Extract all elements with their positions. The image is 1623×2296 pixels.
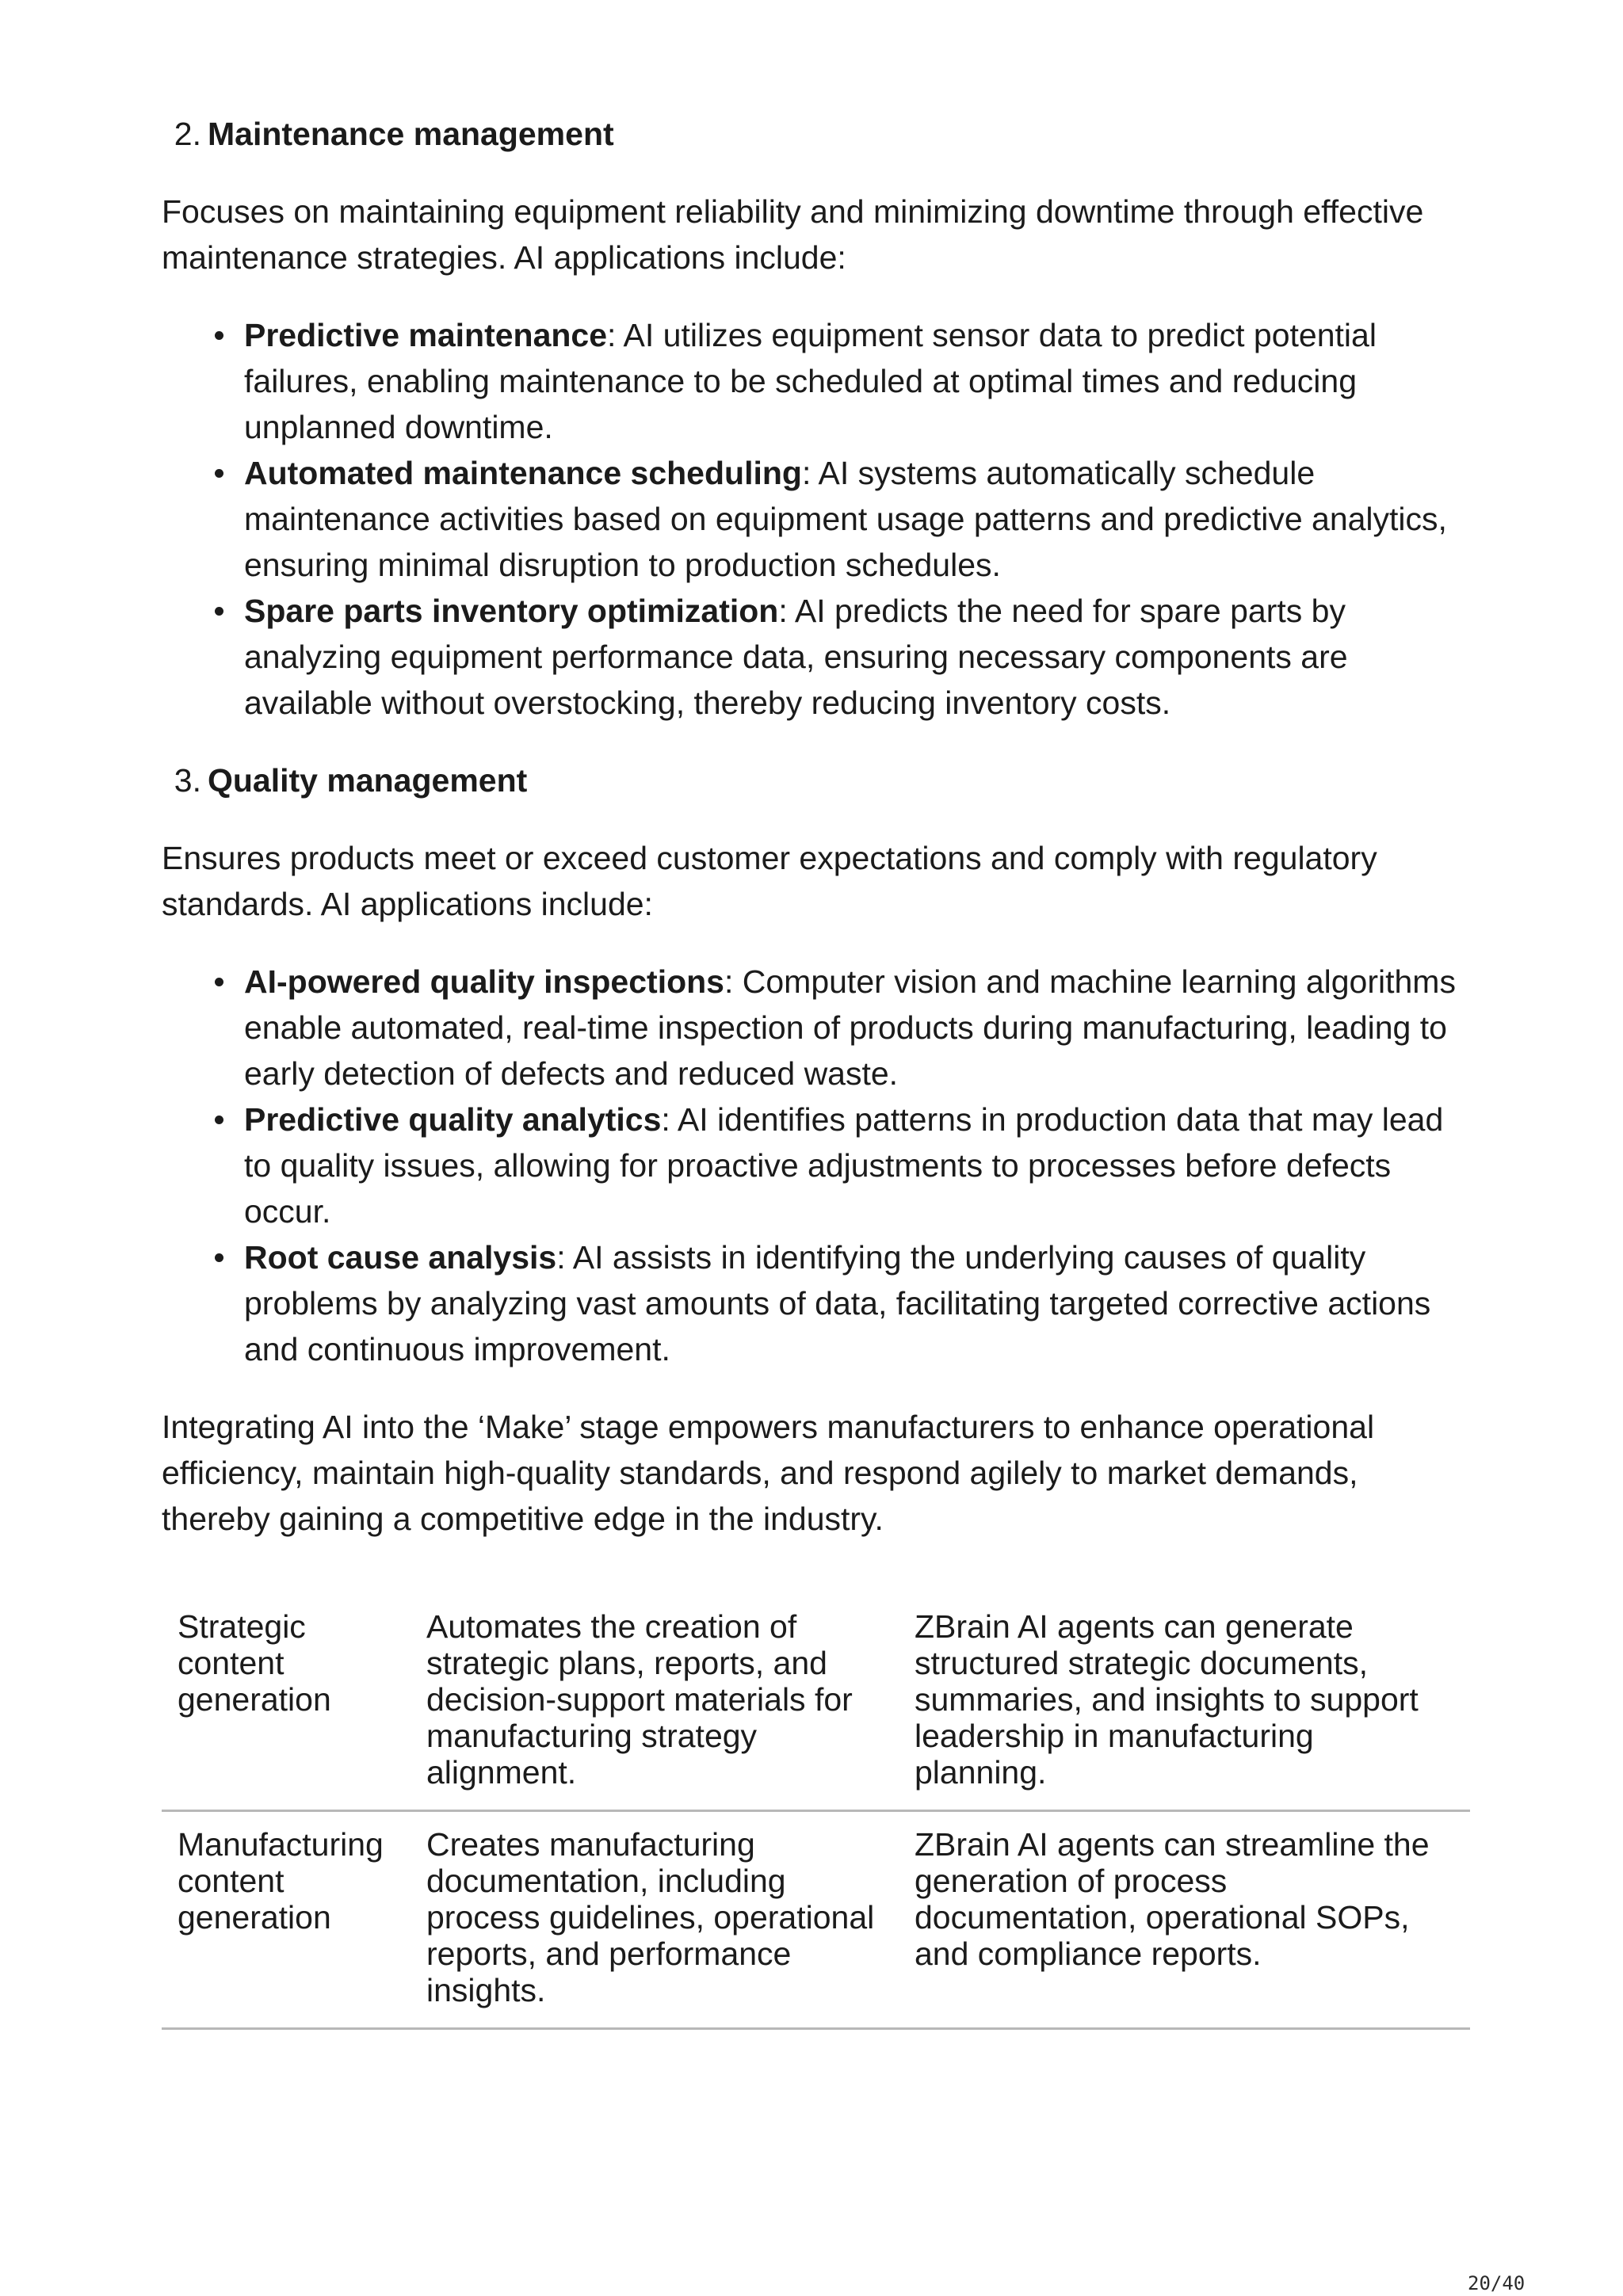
list-item [244, 959, 1469, 1097]
table-cell-use-case: Manufacturing content generation [162, 1811, 411, 2029]
list-item-term: Predictive quality analytics [244, 1101, 662, 1138]
section-heading-quality [162, 757, 1469, 803]
section-number: 3. [174, 762, 201, 799]
list-item-text: : AI systems automatically schedule maintenance activities based on equipment usage patterns and predictive analytics, ensuring minimal disruption to production schedules. [244, 455, 1447, 583]
section-title: Maintenance management [208, 116, 614, 152]
list-item-term: Predictive maintenance [244, 317, 608, 353]
table-cell-zbrain: ZBrain AI agents can generate structured strategic documents, summaries, and insights to support leadership in manufacturing planning. [899, 1594, 1470, 1811]
list-item-text: : AI assists in identifying the underlying causes of quality problems by analyzing vast amounts of data, facilitating targeted corrective actions and continuous improvement. [244, 1239, 1431, 1367]
list-item-text: : AI utilizes equipment sensor data to predict potential failures, enabling maintenance to be scheduled at optimal times and reducing unplanned downtime. [244, 317, 1377, 445]
section-intro: Focuses on maintaining equipment reliability and minimizing downtime through effective maintenance strategies. AI applications include: [162, 193, 1424, 276]
list-item [244, 1097, 1469, 1234]
bullet-list-quality [162, 959, 1469, 1372]
use-case-table [162, 1594, 1470, 2030]
list-item [244, 1234, 1469, 1372]
list-item-term: Automated maintenance scheduling [244, 455, 802, 491]
list-item-text: : AI identifies patterns in production data that may lead to quality issues, allowing for proactive adjustments to processes before defects occur. [244, 1101, 1444, 1230]
bullet-list-maintenance [162, 312, 1469, 726]
table-row [162, 1594, 1470, 1811]
section-title: Quality management [208, 762, 528, 799]
list-item-text: : Computer vision and machine learning algorithms enable automated, real-time inspection of products during manufacturing, leading to early detection of defects and reduced waste. [244, 963, 1456, 1092]
list-item [244, 588, 1469, 726]
table-cell-zbrain: ZBrain AI agents can streamline the generation of process documentation, operational SOPs, and compliance reports. [899, 1811, 1470, 2029]
list-item-text: : AI predicts the need for spare parts by analyzing equipment performance data, ensuring necessary components are available without overstocking, thereby reducing inventory costs. [244, 593, 1348, 721]
page-content [162, 111, 1469, 2030]
section-intro: Ensures products meet or exceed customer expectations and comply with regulatory standards. AI applications include: [162, 840, 1377, 922]
list-item [244, 450, 1469, 588]
conclusion-paragraph: Integrating AI into the ‘Make’ stage empowers manufacturers to enhance operational efficiency, maintain high-quality standards, and respond agilely to market demands, thereby gaining a competitive edge in the industry. [162, 1409, 1375, 1537]
table-cell-description: Automates the creation of strategic plans, reports, and decision-support materials for manufacturing strategy alignment. [411, 1594, 899, 1811]
page-number: 20/40 [1468, 2272, 1526, 2294]
table-row [162, 1811, 1470, 2029]
list-item-term: Root cause analysis [244, 1239, 557, 1276]
table-cell-use-case: Strategic content generation [162, 1594, 411, 1811]
table-cell-description: Creates manufacturing documentation, including process guidelines, operational reports, and performance insights. [411, 1811, 899, 2029]
list-item [244, 312, 1469, 450]
section-number: 2. [174, 116, 201, 152]
list-item-term: AI-powered quality inspections [244, 963, 724, 1000]
section-heading-maintenance [162, 111, 1469, 157]
list-item-term: Spare parts inventory optimization [244, 593, 779, 629]
